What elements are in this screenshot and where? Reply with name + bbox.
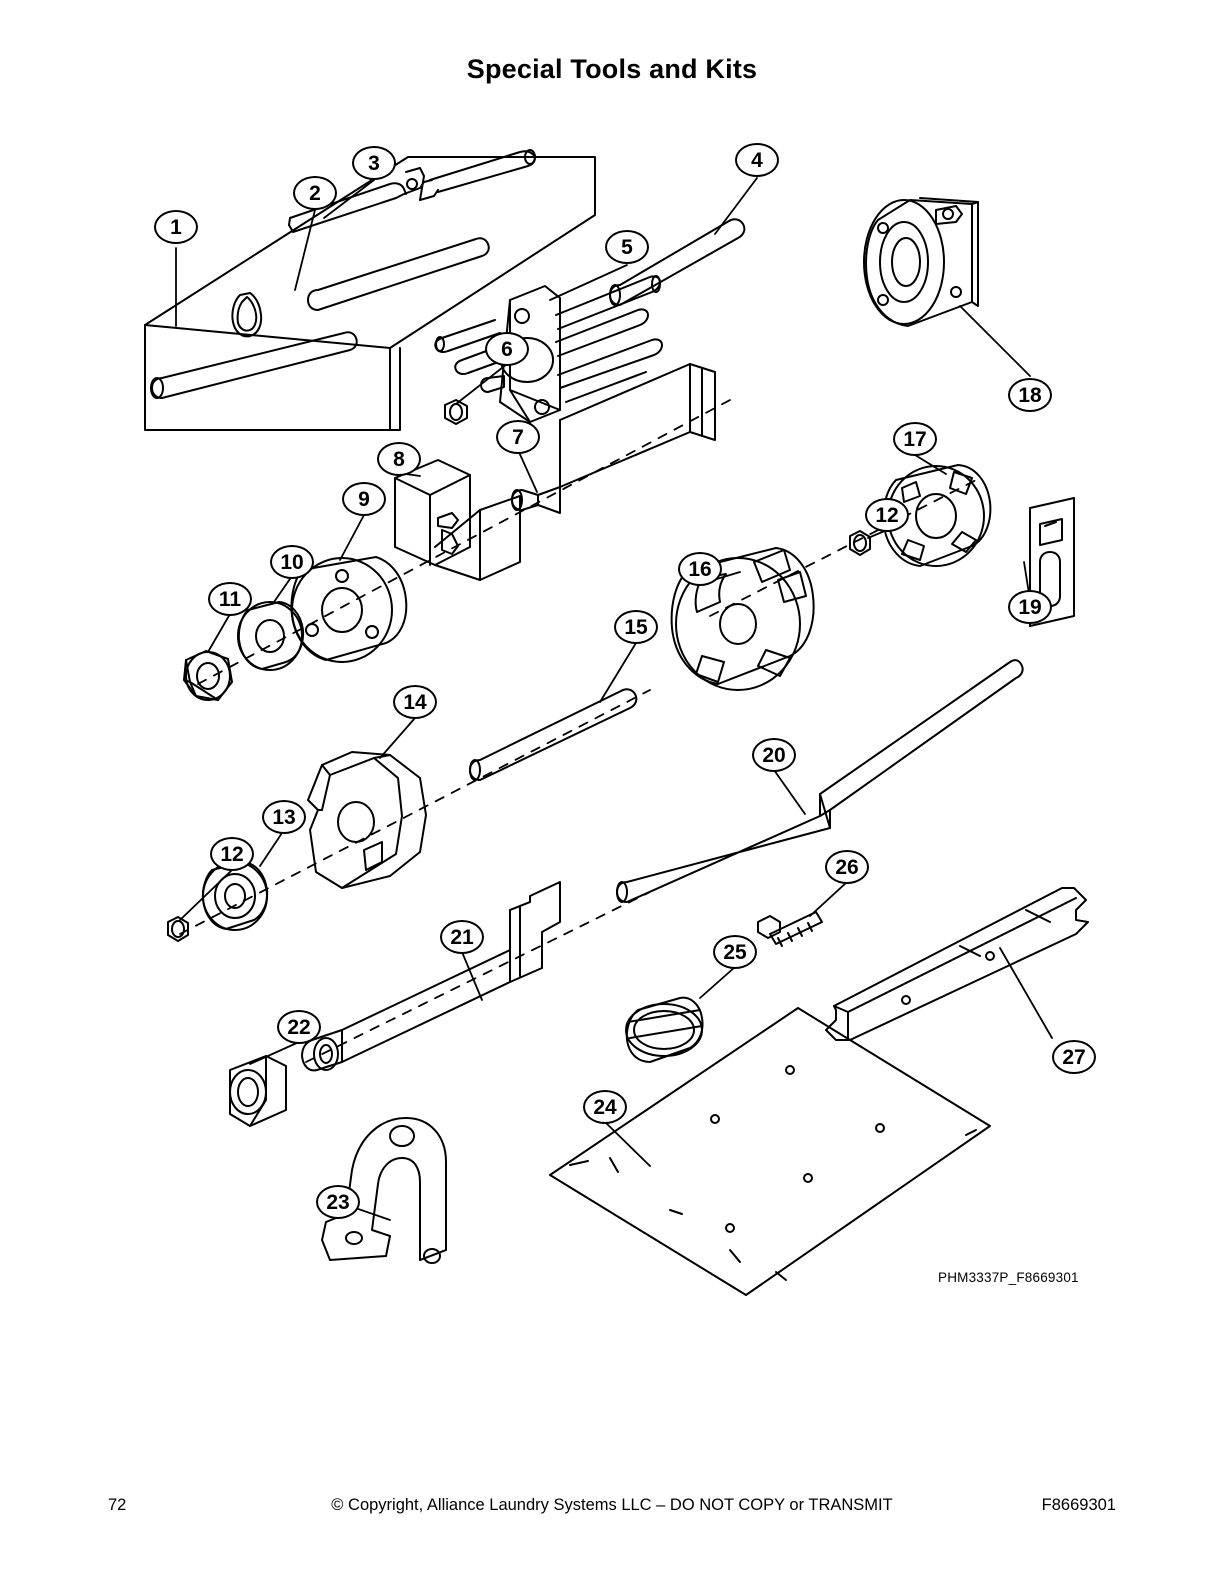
callout-13[interactable]: 13	[262, 800, 306, 834]
callout-10[interactable]: 10	[270, 545, 314, 579]
callout-14[interactable]: 14	[393, 685, 437, 719]
callout-27[interactable]: 27	[1052, 1040, 1096, 1074]
part-22-socket-sleeve	[230, 1056, 286, 1126]
part-24-flat-panel	[550, 1008, 990, 1295]
document-number: F8669301	[1041, 1496, 1116, 1514]
part-14-cam-plate	[308, 752, 426, 888]
page-footer	[0, 1496, 1224, 1518]
callout-3[interactable]: 3	[352, 146, 396, 180]
callout-21[interactable]: 21	[440, 920, 484, 954]
callout-23[interactable]: 23	[316, 1185, 360, 1219]
part-5-triangular-bracket-with-rods	[435, 276, 662, 422]
callout-4[interactable]: 4	[735, 143, 779, 177]
part-13-bearing-cap	[203, 862, 267, 930]
part-11-hex-nut	[184, 651, 232, 700]
diagram-svg	[90, 110, 1150, 1320]
callout-6[interactable]: 6	[485, 332, 529, 366]
part-21-stepped-shaft-with-flange	[302, 882, 560, 1070]
callout-7[interactable]: 7	[496, 420, 540, 454]
callout-20[interactable]: 20	[752, 738, 796, 772]
part-12-small-nut-lower	[168, 917, 188, 941]
callout-26[interactable]: 26	[825, 850, 869, 884]
callout-8[interactable]: 8	[377, 442, 421, 476]
callout-9[interactable]: 9	[342, 482, 386, 516]
page-number: 72	[108, 1496, 127, 1514]
part-27-channel-rail	[826, 888, 1088, 1040]
callout-25[interactable]: 25	[713, 935, 757, 969]
callout-12-lower[interactable]: 12	[210, 837, 254, 871]
part-7-cylinder-shaft	[512, 364, 715, 513]
part-25-ring-spacer	[626, 998, 703, 1062]
callout-22[interactable]: 22	[277, 1010, 321, 1044]
part-10-washer	[238, 602, 303, 670]
part-8-split-block	[395, 460, 520, 580]
copyright-notice: © Copyright, Alliance Laundry Systems LLC – DO NOT COPY or TRANSMIT	[331, 1496, 893, 1514]
figure-code: PHM3337P_F8669301	[938, 1270, 1079, 1285]
exploded-parts-diagram	[90, 110, 1150, 1320]
page-title: Special Tools and Kits	[466, 54, 758, 84]
callout-11[interactable]: 11	[208, 582, 252, 616]
callout-12-upper[interactable]: 12	[865, 498, 909, 532]
callout-5[interactable]: 5	[605, 230, 649, 264]
part-12-small-nut-upper	[850, 531, 870, 555]
part-26-bolt	[758, 912, 822, 946]
callout-17[interactable]: 17	[893, 422, 937, 456]
part-1-long-handled-tool-assembly	[145, 150, 595, 430]
part-15-short-rod	[470, 689, 636, 780]
part-20-long-shaft	[617, 660, 1023, 902]
callout-24[interactable]: 24	[583, 1090, 627, 1124]
callout-18[interactable]: 18	[1008, 378, 1052, 412]
callout-15[interactable]: 15	[614, 610, 658, 644]
callout-2[interactable]: 2	[293, 176, 337, 210]
callout-19[interactable]: 19	[1008, 590, 1052, 624]
callout-1[interactable]: 1	[154, 210, 198, 244]
callout-16[interactable]: 16	[678, 552, 722, 586]
